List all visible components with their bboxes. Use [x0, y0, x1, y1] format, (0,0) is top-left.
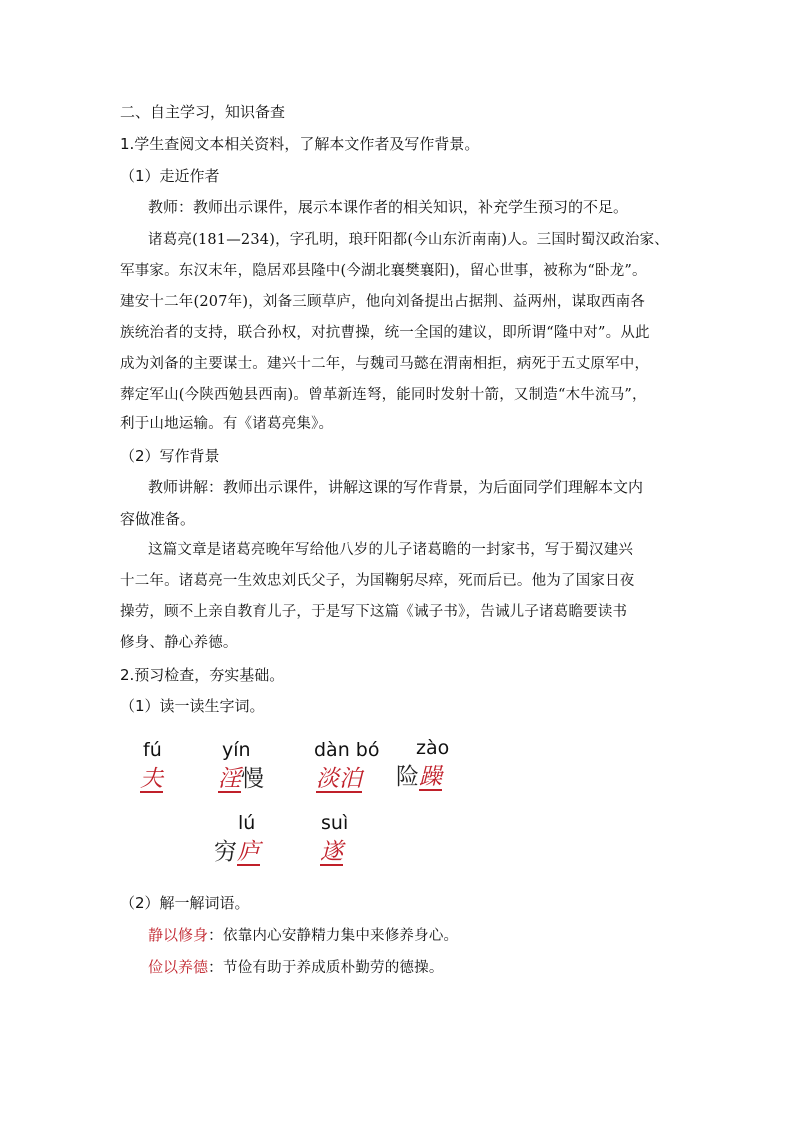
vocab-pinyin: lú [238, 812, 256, 834]
teacher-note-background: 容做准备。 [120, 510, 196, 528]
bio-line: 诸葛亮(181—234)，字孔明，琅玕阳都(今山东沂南南)人。三国时蜀汉政治家、 [148, 232, 669, 248]
sub-heading-author: （1）走近作者 [120, 167, 220, 185]
background-line: 修身、静心养德。 [120, 635, 238, 651]
definition-item: 俭以养德：节俭有助于养成质朴勤劳的德操。 [148, 958, 444, 976]
vocab-word: 淫慢 [218, 766, 264, 792]
bio-line: 族统治者的支持，联合孙权，对抗曹操，统一全国的建议，即所谓“隆中对”。从此 [120, 325, 650, 341]
vocab-word: 夫 [140, 766, 163, 792]
definition-term: 静以修身 [148, 926, 209, 944]
bio-line: 军事家。东汉末年，隐居邓县隆中(今湖北襄樊襄阳)，留心世事，被称为“卧龙”。 [120, 263, 647, 279]
background-line: 这篇文章是诸葛亮晚年写给他八岁的儿子诸葛瞻的一封家书，写于蜀汉建兴 [148, 542, 634, 558]
background-line: 十二年。诸葛亮一生效忠刘氏父子，为国鞠躬尽瘁，死而后已。他为了国家日夜 [120, 573, 635, 589]
item-2-heading: 2.预习检查，夯实基础。 [120, 666, 285, 684]
vocab-word: 遂 [320, 839, 343, 865]
section-title: 二、自主学习，知识备查 [120, 103, 286, 121]
sub-heading-background: （2）写作背景 [120, 447, 220, 465]
bio-line: 建安十二年(207年)，刘备三顾草庐，他向刘备提出占据荆、益两州，谋取西南各 [120, 294, 646, 310]
sub-heading-vocab: （1）读一读生字词。 [120, 697, 265, 715]
vocab-pinyin: yín [222, 739, 251, 761]
bio-line: 利于山地运输。有《诸葛亮集》。 [120, 416, 334, 432]
vocab-pinyin: zào [416, 737, 450, 759]
bio-line: 葬定军山(今陕西勉县西南)。曾革新连弩，能同时发射十箭，又制造“木牛流马”， [120, 387, 647, 403]
vocab-word: 穷庐 [214, 839, 260, 865]
definition-meaning: 依靠内心安静精力集中来修养身心。 [223, 928, 459, 944]
teacher-note-background: 教师讲解：教师出示课件，讲解这课的写作背景，为后面同学们理解本文内 [148, 478, 644, 496]
sub-heading-definitions: （2）解一解词语。 [120, 894, 250, 912]
background-line: 操劳，顾不上亲自教育儿子，于是写下这篇《诫子书》，告诫儿子诸葛瞻要读书 [120, 604, 628, 620]
definition-meaning: 节俭有助于养成质朴勤劳的德操。 [223, 960, 444, 976]
definition-item: 静以修身：依靠内心安静精力集中来修养身心。 [148, 926, 459, 944]
definition-term: 俭以养德 [148, 958, 209, 976]
vocab-word: 险躁 [396, 764, 442, 790]
teacher-note-author: 教师：教师出示课件，展示本课作者的相关知识，补充学生预习的不足。 [148, 198, 629, 216]
vocab-pinyin: suì [321, 812, 349, 834]
vocab-word: 淡泊 [316, 766, 362, 792]
vocab-pinyin: dàn bó [314, 739, 380, 761]
item-1-heading: 1.学生查阅文本相关资料，了解本文作者及写作背景。 [120, 135, 480, 153]
vocab-pinyin: fú [143, 739, 162, 761]
bio-line: 成为刘备的主要谋士。建兴十二年，与魏司马懿在渭南相拒，病死于五丈原军中， [120, 356, 650, 372]
